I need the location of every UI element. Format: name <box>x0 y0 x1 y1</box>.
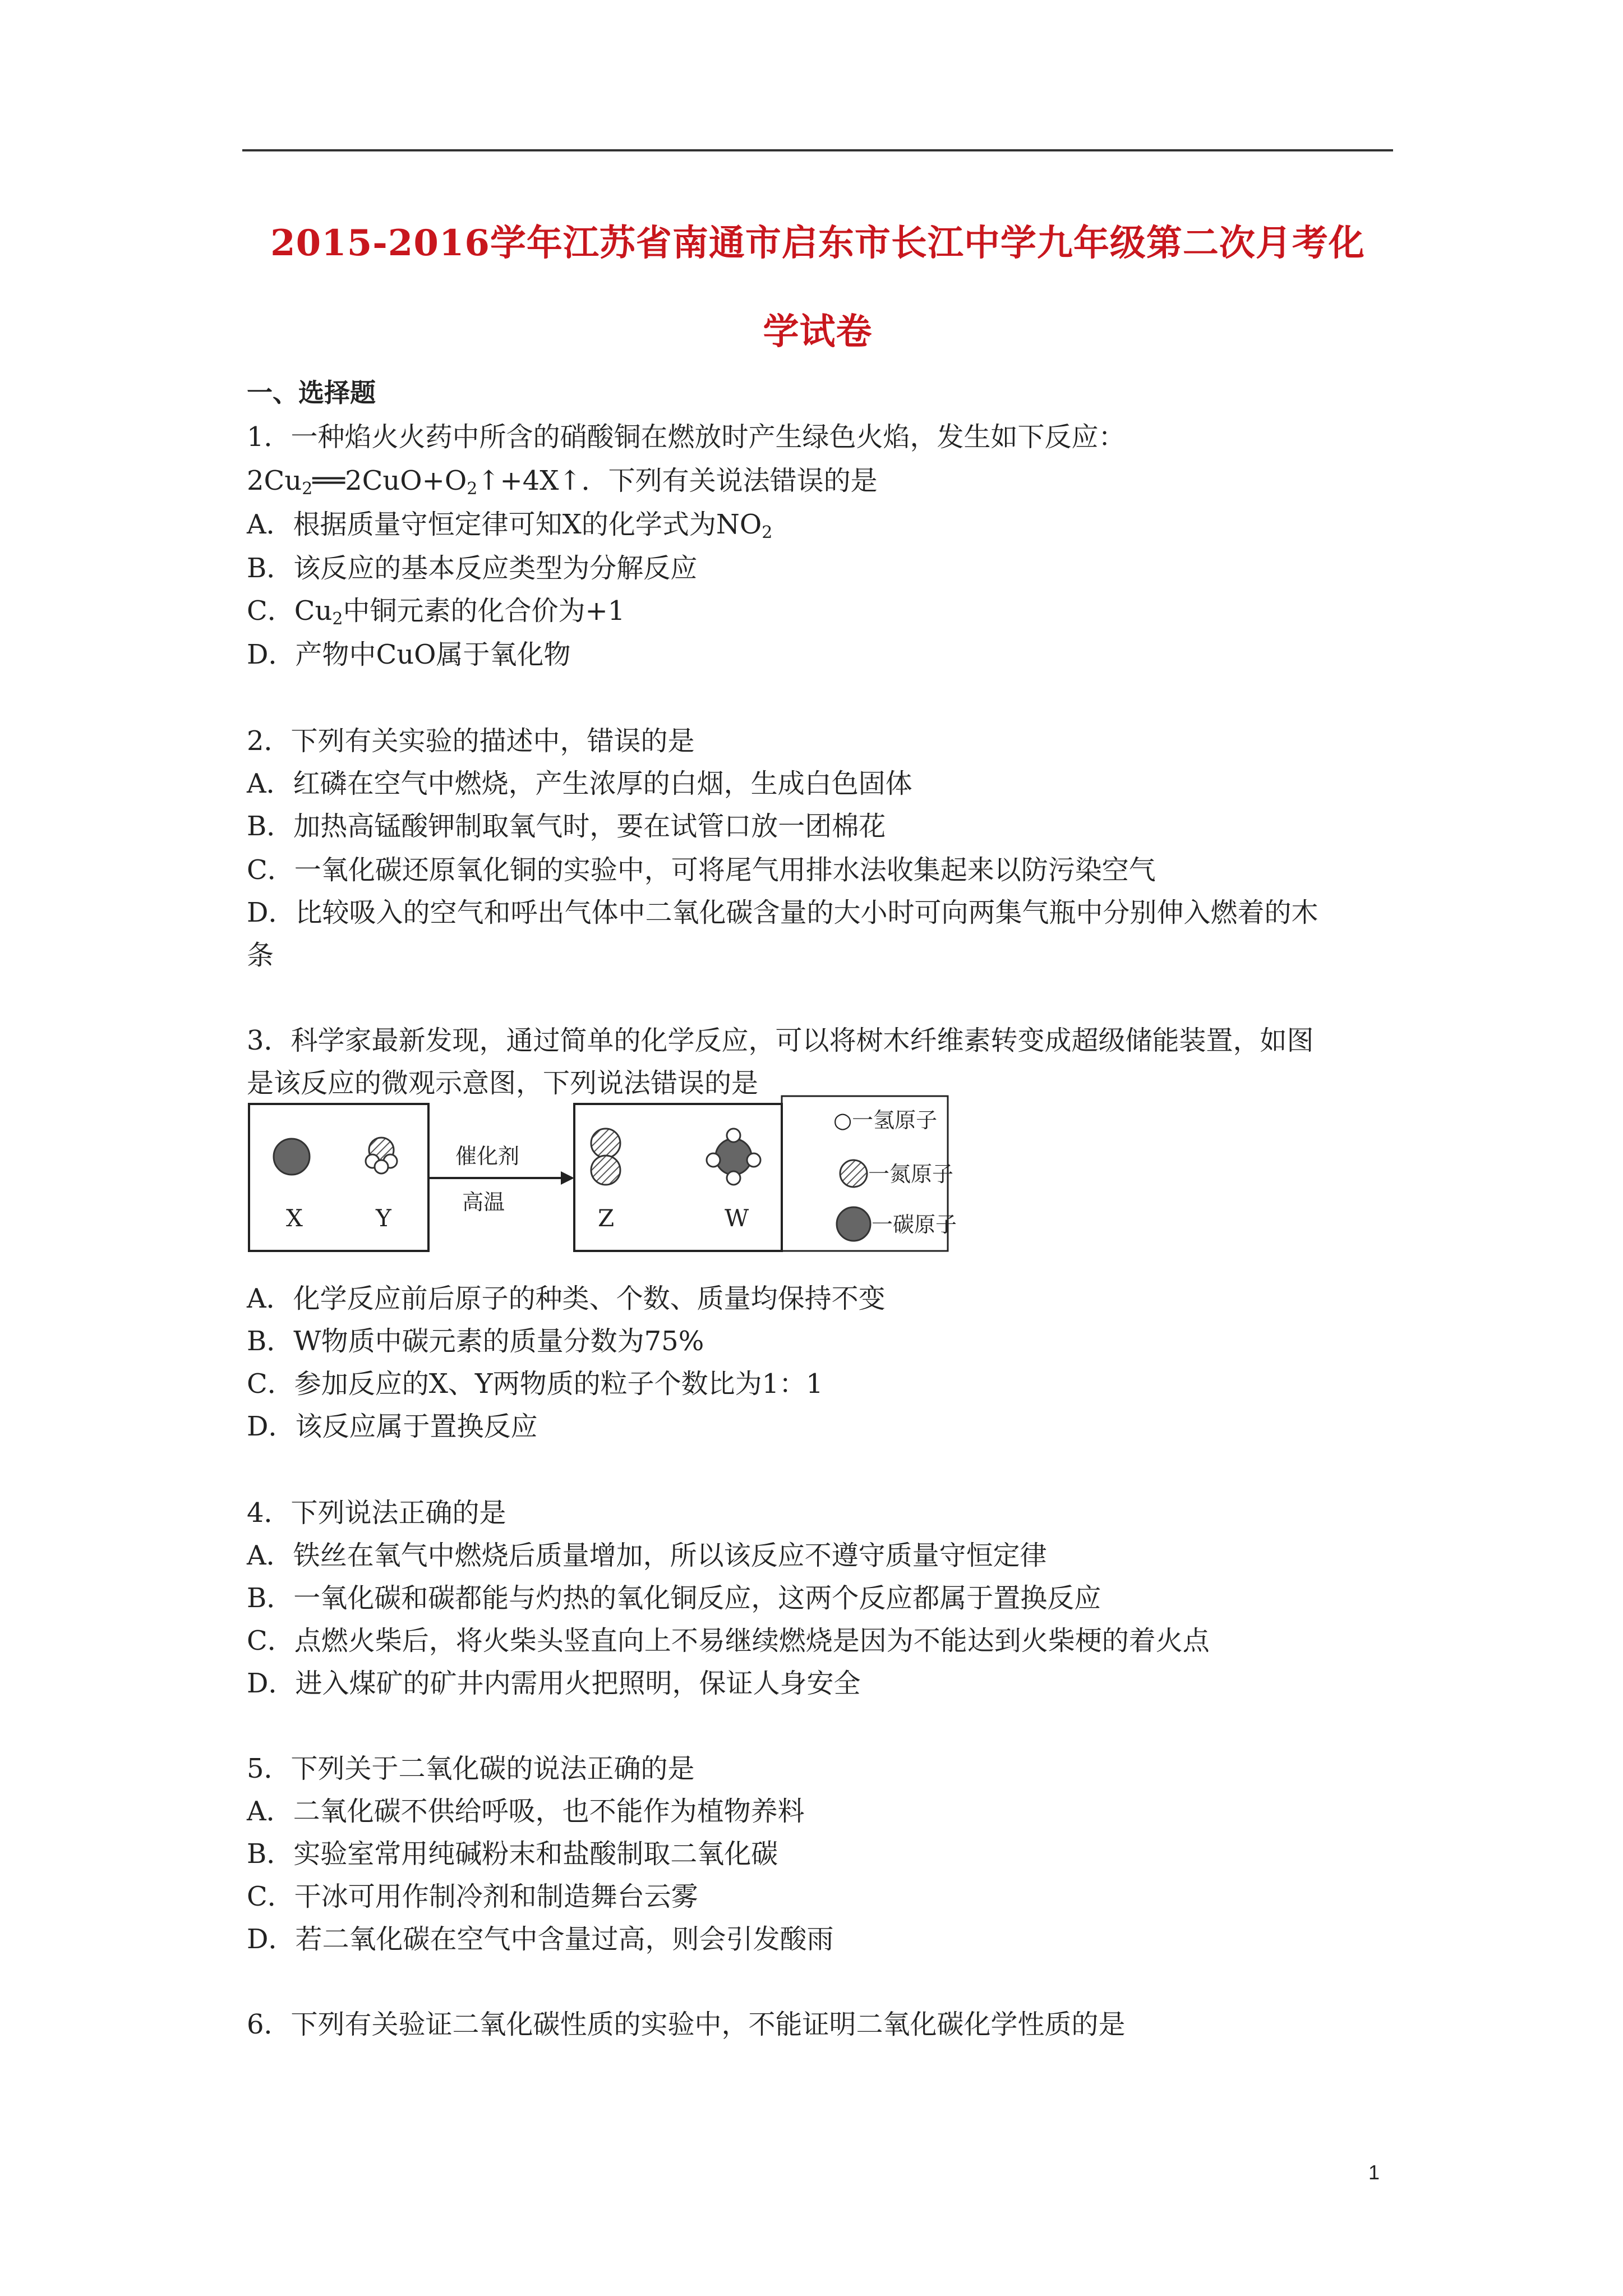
nitrogen-atom <box>591 1129 620 1158</box>
legend-carbon-icon <box>837 1207 870 1241</box>
q3-option-a: A．化学反应前后原子的种类、个数、质量均保持不变 <box>247 1283 886 1314</box>
legend-hydrogen: ○一氢原子 <box>833 1108 938 1133</box>
q2-stem: 2．下列有关实验的描述中，错误的是 <box>247 725 695 757</box>
page-number: 1 <box>1368 2161 1380 2184</box>
catalyst-label: 催化剂 <box>455 1144 520 1168</box>
exam-title-line1: 2015-2016学年江苏省南通市启东市长江中学九年级第二次月考化 <box>270 222 1365 264</box>
q1-option-b: B．该反应的基本反应类型为分解反应 <box>247 553 698 584</box>
q3-option-b: B．W物质中碳元素的质量分数为75% <box>247 1326 704 1357</box>
q5-option-c: C．干冰可用作制冷剂和制造舞台云雾 <box>247 1881 698 1912</box>
reaction-diagram-svg <box>247 1094 976 1257</box>
q3-stem: 3．科学家最新发现，通过简单的化学反应，可以将树木纤维素转变成超级储能装置，如图 <box>247 1025 1314 1056</box>
hydrogen-atom <box>707 1153 720 1167</box>
reactant-box <box>249 1104 428 1251</box>
q4-option-c: C．点燃火柴后，将火柴头竖直向上不易继续燃烧是因为不能达到火柴梗的着火点 <box>247 1625 1210 1657</box>
q4-option-d: D．进入煤矿的矿井内需用火把照明，保证人身安全 <box>247 1668 861 1699</box>
label-w: W <box>725 1204 749 1232</box>
q3-stem-cont: 是该反应的微观示意图，下列说法错误的是 <box>247 1068 759 1099</box>
q3-option-d: D．该反应属于置换反应 <box>247 1411 538 1442</box>
q5-option-d: D．若二氧化碳在空气中含量过高，则会引发酸雨 <box>247 1924 834 1955</box>
q2-option-a: A．红磷在空气中燃烧，产生浓厚的白烟，生成白色固体 <box>247 768 912 799</box>
q4-option-a: A．铁丝在氧气中燃烧后质量增加，所以该反应不遵守质量守恒定律 <box>247 1540 1047 1571</box>
exam-title-line2: 学试卷 <box>763 311 873 353</box>
q1-option-c: C．$Cu_2$中铜元素的化合价为+1 <box>247 595 625 629</box>
q1-option-a: A．根据质量守恒定律可知X的化学式为$NO_2$ <box>247 509 773 542</box>
carbon-atom <box>274 1139 310 1175</box>
legend-nitrogen-icon <box>840 1160 867 1187</box>
q1-equation: $2Cu_2══2CuO+O_2↑+4X↑$．下列有关说法错误的是 <box>247 465 878 499</box>
q2-option-d: D．比较吸入的空气和呼出气体中二氧化碳含量的大小时可向两集气瓶中分别伸入燃着的木 <box>247 897 1318 928</box>
q4-stem: 4．下列说法正确的是 <box>247 1497 506 1529</box>
label-z: Z <box>598 1204 615 1232</box>
legend-carbon: 一碳原子 <box>872 1212 957 1237</box>
section-heading: 一、选择题 <box>247 378 376 408</box>
q6-stem: 6．下列有关验证二氧化碳性质的实验中，不能证明二氧化碳化学性质的是 <box>247 2009 1126 2040</box>
hydrogen-atom <box>747 1153 760 1167</box>
q5-option-b: B．实验室常用纯碱粉末和盐酸制取二氧化碳 <box>247 1838 778 1870</box>
q1-stem: 1．一种焰火火药中所含的硝酸铜在燃放时产生绿色火焰，发生如下反应： <box>247 421 1126 453</box>
legend-nitrogen: 一氮原子 <box>868 1162 954 1186</box>
arrow-head-icon <box>561 1171 574 1185</box>
q5-stem: 5．下列关于二氧化碳的说法正确的是 <box>247 1753 695 1784</box>
q4-option-b: B．一氧化碳和碳都能与灼热的氧化铜反应，这两个反应都属于置换反应 <box>247 1582 1101 1614</box>
label-x: X <box>286 1204 303 1232</box>
q2-option-d-cont: 条 <box>247 940 274 971</box>
label-y: Y <box>376 1204 391 1232</box>
nitrogen-atom <box>591 1156 620 1185</box>
reaction-micro-diagram <box>247 1094 976 1257</box>
q5-option-a: A．二氧化碳不供给呼吸，也不能作为植物养料 <box>247 1796 805 1827</box>
hydrogen-atom <box>727 1171 740 1185</box>
q2-option-c: C．一氧化碳还原氧化铜的实验中，可将尾气用排水法收集起来以防污染空气 <box>247 854 1156 886</box>
carbon-atom <box>716 1139 751 1175</box>
q2-option-b: B．加热高锰酸钾制取氧气时，要在试管口放一团棉花 <box>247 811 886 842</box>
q3-option-c: C．参加反应的X、Y两物质的粒子个数比为1：1 <box>247 1368 823 1400</box>
high-temp-label: 高温 <box>462 1190 505 1214</box>
q1-option-d: D．产物中CuO属于氧化物 <box>247 639 571 670</box>
header-rule <box>242 149 1393 151</box>
hydrogen-atom <box>375 1160 388 1174</box>
hydrogen-atom <box>727 1129 740 1142</box>
